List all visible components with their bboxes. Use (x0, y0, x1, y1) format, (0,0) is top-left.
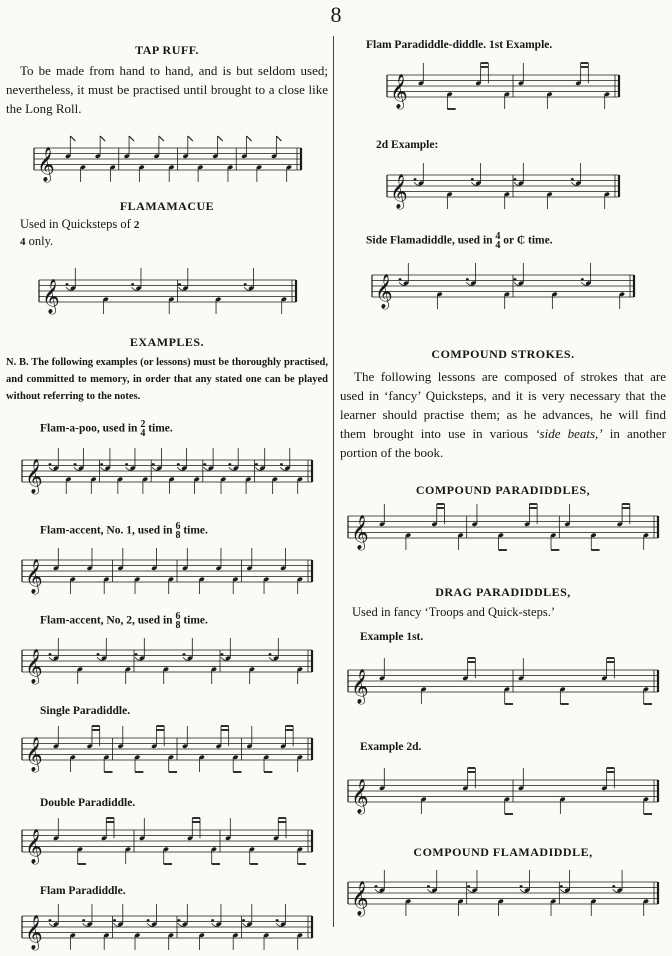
grace-note (280, 463, 283, 465)
flamamacue-staff (35, 264, 300, 322)
right-column (340, 32, 666, 937)
grace-note (177, 463, 180, 465)
flamamacue-heading: FLAMAMACUE (119, 199, 215, 213)
grace-note (135, 653, 138, 655)
treble-clef-icon: 𝄞 (25, 915, 43, 950)
examples-note: N. B. The following examples (or lessons) must be thoroughly practised, and committed to memory, in order that any stated one can be played without referring to the notes. (6, 357, 328, 402)
grace-note (414, 178, 417, 180)
note-flag (129, 136, 134, 141)
example-1st-label: Example 1st. (360, 631, 424, 643)
tap-ruff-text: To be made from hand to hand, and is but seldom used; nevertheless, it must be practised until brought to a close like the Long Roll. (6, 63, 328, 116)
grace-note (276, 919, 279, 921)
treble-clef-icon: 𝄞 (36, 147, 55, 182)
grace-note (514, 178, 517, 180)
treble-clef-icon: 𝄞 (351, 779, 369, 814)
compound-strokes-text: The following lessons are composed of strokes that are used in ‘fancy’ Quicksteps, and it is very necessary that the learner should practise them; as he advances, he will find them brought into use in various ‘side beats,’ in another portion of the book. (340, 369, 667, 460)
grace-note (49, 463, 52, 465)
flam-paradiddle-label: Flam Paradiddle. (40, 885, 126, 897)
grace-note (100, 463, 103, 465)
treble-clef-icon: 𝄞 (25, 737, 43, 772)
compound-paradiddles-heading: COMPOUND PARADIDDLES, (415, 483, 591, 497)
double-paradiddle-staff (18, 814, 316, 872)
second-example-label: 2d Example: (376, 139, 439, 151)
flam-paradiddle-diddle-staff (383, 58, 623, 120)
treble-clef-icon: 𝄞 (375, 274, 393, 309)
grace-note (131, 283, 134, 285)
grace-note (49, 919, 52, 921)
example-2d-label: Example 2d. (360, 741, 422, 753)
treble-clef-icon: 𝄞 (390, 174, 408, 209)
flam-accent-1-staff (18, 544, 316, 602)
grace-note (514, 278, 517, 280)
flam-a-poo-label: Flam-a-poo, used in 2 4 time. (40, 419, 173, 439)
side-flamadiddle-label: Side Flamadiddle, used in 4 4 or ₵ time. (366, 231, 553, 251)
left-column (6, 32, 328, 950)
note-flag (100, 136, 105, 141)
tap-ruff-staff (30, 132, 305, 190)
flamamacue-text (20, 216, 328, 250)
grace-note (152, 463, 155, 465)
grace-note (427, 885, 430, 887)
tap-ruff-heading: TAP RUFF. (135, 43, 199, 57)
grace-note (203, 463, 206, 465)
grace-note (560, 885, 563, 887)
grace-note (82, 919, 85, 921)
grace-note (74, 463, 77, 465)
examples-heading: EXAMPLES. (129, 335, 205, 349)
example-2d-staff (344, 762, 662, 828)
flam-paradiddle-diddle-label: Flam Paradiddle-diddle. 1st Example. (366, 39, 553, 51)
flamamacue-text-before: Used in Quicksteps of (20, 217, 131, 231)
treble-clef-icon: 𝄞 (390, 74, 408, 109)
flamamacue-text-after: only. (28, 234, 54, 248)
double-paradiddle-label: Double Paradiddle. (40, 797, 136, 809)
column-divider (333, 36, 334, 927)
grace-note (147, 919, 150, 921)
grace-note (467, 885, 470, 887)
treble-clef-icon: 𝄞 (25, 559, 43, 594)
flam-a-poo-staff (18, 444, 316, 502)
grace-note (581, 278, 584, 280)
second-example-staff (383, 158, 623, 220)
compound-flamadiddle-staff (344, 864, 662, 930)
grace-note (211, 919, 214, 921)
note-flag (246, 136, 251, 141)
grace-note (97, 653, 100, 655)
drag-paradiddles-text: Used in fancy ‘Troops and Quick-steps.’ (352, 605, 555, 619)
grace-note (471, 178, 474, 180)
grace-note (255, 463, 258, 465)
grace-note (243, 283, 246, 285)
example-1st-staff (344, 652, 662, 718)
note-flag (70, 136, 75, 141)
time-signature: 2 4 (20, 219, 140, 248)
grace-note (183, 653, 186, 655)
side-flamadiddle-staff (368, 258, 638, 320)
grace-note (520, 885, 523, 887)
treble-clef-icon: 𝄞 (41, 279, 60, 314)
treble-clef-icon: 𝄞 (25, 829, 43, 864)
grace-note (269, 653, 272, 655)
grace-note (228, 463, 231, 465)
grace-note (113, 919, 116, 921)
grace-note (399, 278, 402, 280)
flam-paradiddle-staff (18, 900, 316, 956)
flam-accent-2-label: Flam-accent, No, 2, used in 6 8 time. (40, 611, 208, 631)
treble-clef-icon: 𝄞 (25, 649, 43, 684)
grace-note (612, 885, 615, 887)
grace-note (466, 278, 469, 280)
grace-note (221, 653, 224, 655)
grace-note (375, 885, 378, 887)
grace-note (178, 283, 181, 285)
compound-paradiddles-staff (344, 498, 662, 564)
treble-clef-icon: 𝄞 (351, 881, 369, 916)
single-paradiddle-label: Single Paradiddle. (40, 705, 131, 717)
note-flag (187, 136, 192, 141)
grace-note (49, 653, 52, 655)
treble-clef-icon: 𝄞 (25, 459, 43, 494)
flam-accent-2-staff (18, 634, 316, 692)
grace-note (571, 178, 574, 180)
grace-note (242, 919, 245, 921)
single-paradiddle-staff (18, 722, 316, 780)
compound-flamadiddle-heading: COMPOUND FLAMADIDDLE, (413, 845, 593, 859)
compound-strokes-heading: COMPOUND STROKES. (431, 347, 575, 361)
note-flag (217, 136, 222, 141)
grace-note (125, 463, 128, 465)
page-number: 8 (330, 2, 342, 27)
grace-note (178, 919, 181, 921)
treble-clef-icon: 𝄞 (351, 669, 369, 704)
drag-paradiddles-heading: DRAG PARADIDDLES, (435, 585, 571, 599)
grace-note (65, 283, 68, 285)
treble-clef-icon: 𝄞 (351, 515, 369, 550)
flam-accent-1-label: Flam-accent, No. 1, used in 6 8 time. (40, 521, 208, 541)
note-flag (276, 136, 281, 141)
note-flag (158, 136, 163, 141)
